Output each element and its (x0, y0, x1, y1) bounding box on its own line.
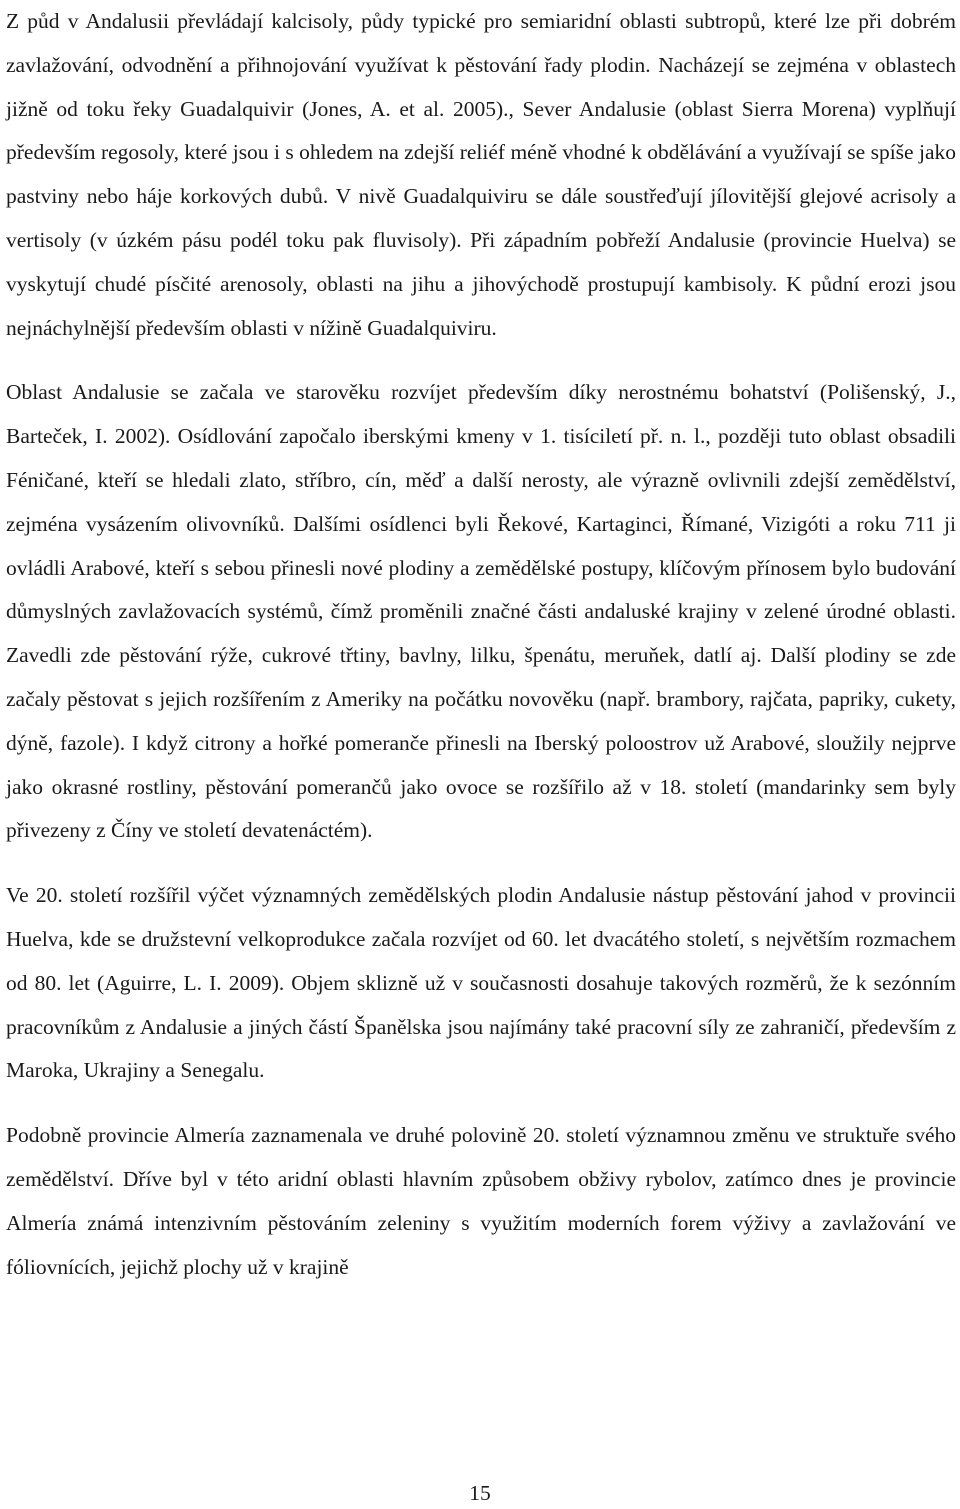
paragraph-almeria: Podobně provincie Almería zaznamenala ve druhé polovině 20. století významnou změnu ve struktuře svého zemědělství. Dříve byl v této aridní oblasti hlavním způsobem obživy rybolov, zatímco dnes je provincie Almería známá intenzivním pěstováním zeleniny s využitím moderních forem výživy a zavlažování ve fóliovnících, jejichž plochy už v krajině (6, 1123, 956, 1279)
paragraph-soils: Z půd v Andalusii převládají kalcisoly, půdy typické pro semiaridní oblasti subtropů, které lze při dobrém zavlažování, odvodnění a přihnojování využívat k pěstování řady plodin. Nacházejí se zejména v oblastech jižně od toku řeky Guadalquivir (Jones, A. et al. 2005)., Sever Andalusie (oblast Sierra Morena) vyplňují především regosoly, které jsou i s ohledem na zdejší reliéf méně vhodné k obdělávání a využívají se spíše jako pastviny nebo háje korkových dubů. V nivě Guadalquiviru se dále soustřeďují jílovitější glejové acrisoly a vertisoly (v úzkém pásu podél toku pak fluvisoly). Při západním pobřeží Andalusie (provincie Huelva) se vyskytují chudé písčité arenosoly, oblasti na jihu a jihovýchodě prostupují kambisoly. K půdní erozi jsou nejnáchylnější především oblasti v nížině Guadalquiviru. (6, 9, 956, 340)
paragraph-history: Oblast Andalusie se začala ve starověku rozvíjet především díky nerostnému bohatství (Polišenský, J., Barteček, I. 2002). Osídlování započalo iberskými kmeny v 1. tisíciletí př. n. l., později tuto oblast obsadili Féničané, kteří se hledali zlato, stříbro, cín, měď a další nerosty, ale výrazně ovlivnili zdejší zemědělství, zejména vysázením olivovníků. Dalšími osídlenci byli Řekové, Kartaginci, Římané, Vizigóti a roku 711 ji ovládli Arabové, kteří s sebou přinesli nové plodiny a zemědělské postupy, klíčovým přínosem bylo budování důmyslných zavlažovacích systémů, čímž proměnili značné části andaluské krajiny v zelené úrodné oblasti. Zavedli zde pěstování rýže, cukrové třtiny, bavlny, lilku, špenátu, meruňek, datlí aj. Další plodiny se zde začaly pěstovat s jejich rozšířením z Ameriky na počátku novověku (např. brambory, rajčata, papriky, cukety, dýně, fazole). I když citrony a hořké pomeranče přinesli na Iberský poloostrov už Arabové, sloužily nejprve jako okrasné rostliny, pěstování pomerančů jako ovoce se rozšířilo až v 18. století (mandarinky sem byly přivezeny z Číny ve století devatenáctém). (6, 380, 956, 843)
paragraph-20th-century: Ve 20. století rozšířil výčet významných zemědělských plodin Andalusie nástup pěstování jahod v provincii Huelva, kde se družstevní velkoprodukce začala rozvíjet od 60. let dvacátého století, s největším rozmachem od 80. let (Aguirre, L. I. 2009). Objem sklizně už v současnosti dosahuje takových rozměrů, že k sezónním pracovníkům z Andalusie a jiných částí Španělska jsou najímány také pracovní síly ze zahraničí, především z Maroka, Ukrajiny a Senegalu. (6, 883, 956, 1083)
document-body (6, 0, 956, 1289)
page-number: 15 (469, 1481, 491, 1505)
